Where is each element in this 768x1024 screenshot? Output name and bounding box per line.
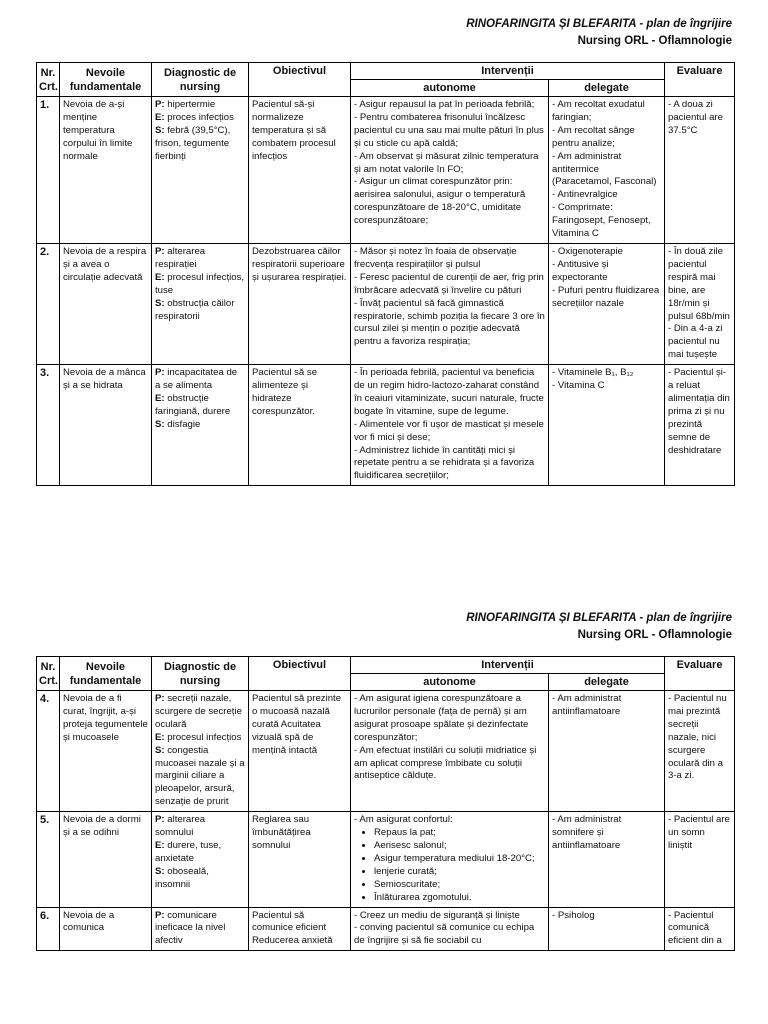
diagnostic-label: S:	[155, 124, 165, 136]
document-subtitle: Nursing ORL - Oflamnologie	[577, 629, 732, 641]
diagnostic-label: S:	[155, 418, 165, 430]
evaluation-cell: - Pacientul are un somn liniștit	[665, 812, 735, 907]
delegated-item: - Am recoltat sânge pentru analize;	[552, 124, 635, 149]
delegated-item: - Pufuri pentru fluidizarea secrețiilor nazale	[552, 284, 660, 309]
diagnostic-label: S:	[155, 744, 165, 756]
intervention-item: - Am asigurat confortul:	[354, 814, 453, 826]
autonomous-interventions-cell	[351, 97, 549, 244]
delegated-interventions-cell	[549, 97, 665, 244]
diagnostic-text: congestia mucoasei nazale și a marginii ciliare a pleoapelor, arsură, senzație de prurit	[155, 744, 245, 808]
row-number: 5.	[37, 812, 60, 907]
diagnostic-label: E:	[155, 392, 165, 404]
diagnostic-text: procesul infecțios	[164, 731, 242, 743]
document-title: RINOFARINGITA ȘI BLEFARITA - plan de îngrijire	[466, 612, 732, 624]
intervention-item: - Am observat și măsurat zilnic temperatura și am notat valorile în FO;	[354, 150, 539, 175]
intervention-item: - Administrez lichide în cantități mici și repetate pentru a se rehidrata și a favoriza fluidificarea secrețiilor;	[354, 444, 535, 482]
intervention-item: - Pentru combaterea frisonului încălzesc pacientul cu una sau mai multe pături în plus și cu sticle cu apă caldă;	[354, 111, 544, 149]
diagnostic-label: P:	[155, 814, 165, 826]
intervention-item: - Creez un mediu de siguranță și liniște	[354, 909, 520, 921]
col-header-nevoi: Nevoile fundamentale	[60, 657, 152, 691]
care-plan-table-1	[36, 62, 735, 486]
autonomous-interventions-cell	[351, 907, 549, 951]
col-header-obiectiv: Obiectivul	[249, 63, 351, 97]
intervention-bullet: • Aerisesc salonul;	[374, 840, 545, 853]
delegated-item: - Antitusive și expectorante	[552, 258, 609, 283]
diagnostic-line	[155, 367, 245, 393]
diagnostic-line	[155, 419, 245, 432]
col-header-nr: Nr. Crt.	[37, 657, 60, 691]
intervention-item: - Asigur un climat corespunzător prin: aerisirea salonului, asigur o temperatură corespunzătoare de 18-20°C, umiditate corespunzătoare;	[354, 176, 526, 227]
col-header-diagnostic: Diagnostic de nursing	[152, 63, 249, 97]
diagnostic-label: E:	[155, 731, 165, 743]
objective-cell: Reglarea sau îmbunătățirea somnului	[249, 812, 351, 907]
delegated-interventions-cell	[549, 365, 665, 486]
diagnostic-text: disfagie	[164, 418, 201, 430]
evaluation-cell: - Pacientul comunică eficient din a	[665, 907, 735, 951]
diagnostic-label: E:	[155, 111, 165, 123]
delegated-item: - Vitamina C	[552, 380, 605, 392]
delegated-item: - Am administrat antiinflamatoare	[552, 693, 622, 717]
delegated-item: - Am administrat somnifere și antiinflamatoare	[552, 814, 622, 851]
evaluation-cell: - Pacientul nu mai prezintă secreții nazale, nici scurgere oculară din a 3-a zi.	[665, 691, 735, 812]
intervention-item: - Măsor și notez în foaia de observație frecvența respirațiilor și pulsul	[354, 245, 517, 270]
col-header-obiectiv: Obiectivul	[249, 657, 351, 691]
evaluation-cell: - În două zile pacientul respiră mai bine, are 18r/min și pulsul 68b/min - Din a 4-a zi pacientul nu mai tușește	[665, 243, 735, 364]
diagnostic-text: alterarea somnului	[155, 814, 206, 839]
objective-cell: Dezobstruarea căilor respiratorii superioare și ușurarea respirației.	[249, 243, 351, 364]
diagnostic-text: durere, tuse, anxietate	[155, 839, 222, 864]
autonomous-interventions-cell	[351, 243, 549, 364]
diagnostic-line	[155, 745, 245, 810]
diagnostic-cell	[152, 812, 249, 907]
intervention-item: - Am asigurat igiena corespunzătoare a lucrurilor personale (fața de pernă) și am asigurat prosoape spălate și dezinfectate corespunzător;	[354, 693, 529, 743]
care-plan-table-2	[36, 656, 735, 951]
delegated-item: - Vitaminele B₁, B₁₂	[552, 367, 634, 379]
delegated-interventions-cell	[549, 907, 665, 951]
intervention-bullet: • Repaus la pat;	[374, 827, 545, 840]
delegated-item: - Antinevralgice	[552, 189, 618, 201]
diagnostic-text: comunicare ineficace la nivel afectiv	[155, 909, 226, 947]
col-header-nevoi: Nevoile fundamentale	[60, 63, 152, 97]
evaluation-cell: - Pacientul și-a reluat alimentația din prima zi și nu prezintă semne de deshidratare	[665, 365, 735, 486]
diagnostic-label: E:	[155, 271, 165, 283]
col-header-delegate: delegate	[549, 674, 665, 691]
delegated-interventions-cell	[549, 243, 665, 364]
diagnostic-label: P:	[155, 909, 165, 921]
col-header-interventii: Intervenții	[351, 63, 665, 80]
delegated-item: - Psiholog	[552, 909, 595, 921]
diagnostic-line	[155, 272, 245, 298]
diagnostic-label: S:	[155, 865, 165, 877]
need-cell: Nevoia de a respira și a avea o circulație adecvată	[60, 243, 152, 364]
diagnostic-text: alterarea respirației	[155, 245, 206, 270]
table-row	[37, 907, 735, 951]
diagnostic-cell	[152, 97, 249, 244]
need-cell: Nevoia de a mânca și a se hidrata	[60, 365, 152, 486]
objective-cell: Pacientul să-și normalizeze temperatura și să combatem procesul infecțios	[249, 97, 351, 244]
diagnostic-text: febră (39,5°C), frison, tegumente fierbinți	[155, 124, 231, 162]
diagnostic-text: proces infecțios	[164, 111, 234, 123]
intervention-item: - Asigur repausul la pat în perioada febrilă;	[354, 99, 535, 110]
col-header-delegate: delegate	[549, 80, 665, 97]
col-header-autonome: autonome	[351, 80, 549, 97]
intervention-item: - Am efectuat instilări cu soluții midriatice și am aplicat comprese îmbibate cu soluții antiseptice călduțe.	[354, 744, 537, 782]
col-header-evaluare: Evaluare	[665, 63, 735, 97]
diagnostic-text: oboseală, insomnii	[155, 865, 209, 890]
diagnostic-line	[155, 840, 245, 866]
document-subtitle: Nursing ORL - Oflamnologie	[577, 35, 732, 47]
autonomous-interventions-cell	[351, 365, 549, 486]
objective-cell: Pacientul să prezinte o mucoasă nazală curată Acuitatea vizuală spă de mențină intactă	[249, 691, 351, 812]
diagnostic-text: obstrucție faringiană, durere	[155, 392, 231, 417]
intervention-bullet: • Înlăturarea zgomotului.	[374, 892, 545, 905]
diagnostic-label: P:	[155, 99, 165, 110]
intervention-bullet: • Asigur temperatura mediului 18-20°C;	[374, 853, 545, 866]
diagnostic-line	[155, 693, 245, 732]
autonomous-interventions-cell	[351, 691, 549, 812]
diagnostic-cell	[152, 691, 249, 812]
need-cell: Nevoia de a comunica	[60, 907, 152, 951]
col-header-autonome: autonome	[351, 674, 549, 691]
row-number: 4.	[37, 691, 60, 812]
objective-cell: Pacientul să se alimenteze și hidrateze corespunzător.	[249, 365, 351, 486]
need-cell: Nevoia de a dormi și a se odihni	[60, 812, 152, 907]
delegated-item: - Am administrat antitermice (Paracetamol, Fasconal)	[552, 150, 657, 188]
col-header-nr: Nr. Crt.	[37, 63, 60, 97]
row-number: 3.	[37, 365, 60, 486]
delegated-item: - Oxigenoterapie	[552, 245, 623, 257]
diagnostic-line	[155, 814, 245, 840]
diagnostic-cell	[152, 365, 249, 486]
table-row	[37, 365, 735, 486]
diagnostic-cell	[152, 907, 249, 951]
diagnostic-line	[155, 910, 245, 949]
col-header-diagnostic: Diagnostic de nursing	[152, 657, 249, 691]
diagnostic-line	[155, 99, 245, 112]
diagnostic-text: hipertermie	[164, 99, 216, 110]
table-row	[37, 812, 735, 907]
diagnostic-text: obstrucția căilor respiratorii	[155, 297, 235, 322]
diagnostic-label: P:	[155, 245, 165, 257]
page-header	[466, 16, 732, 50]
diagnostic-line	[155, 125, 245, 164]
delegated-item: - Am recoltat exudatul faringian;	[552, 99, 645, 123]
intervention-item: - Învăț pacientul să facă gimnastică respiratorie, schimb poziția la fiecare 3 ore în cursul zilei și mențin o poziție adecvată pentru a favoriza respirația;	[354, 297, 545, 348]
evaluation-cell: - A doua zi pacientul are 37.5°C	[665, 97, 735, 244]
document-title: RINOFARINGITA ȘI BLEFARITA - plan de îngrijire	[466, 18, 732, 30]
intervention-item: - Alimentele vor fi ușor de masticat și mesele vor fi mici și dese;	[354, 418, 544, 443]
col-header-evaluare: Evaluare	[665, 657, 735, 691]
intervention-bullet-list	[354, 827, 545, 904]
delegated-item: - Comprimate: Faringosept, Fenosept, Vitamina C	[552, 202, 651, 240]
intervention-item: - conving pacientul să comunice cu echipa de îngrijire și să fie sociabil cu	[354, 922, 535, 947]
intervention-item: - Feresc pacientul de curenții de aer, frig prin îmbrăcare adecvată și învelire cu pături	[354, 271, 544, 296]
diagnostic-text: incapacitatea de a se alimenta	[155, 367, 238, 392]
intervention-bullet: • lenjerie curată;	[374, 866, 545, 879]
autonomous-interventions-cell	[351, 812, 549, 907]
row-number: 1.	[37, 97, 60, 244]
intervention-bullet: • Semioscuritate;	[374, 879, 545, 892]
need-cell: Nevoia de a fi curat, îngrijit, a-și proteja tegumentele și mucoasele	[60, 691, 152, 812]
diagnostic-line	[155, 112, 245, 125]
diagnostic-line	[155, 298, 245, 324]
intervention-item: - În perioada febrilă, pacientul va beneficia de un regim hidro-lactozo-zaharat constând în ceaiuri vitaminizate, sucuri naturale, fructe bogate în vitamine, supe de legume.	[354, 367, 544, 417]
delegated-interventions-cell	[549, 691, 665, 812]
diagnostic-label: P:	[155, 367, 165, 379]
diagnostic-cell	[152, 243, 249, 364]
objective-cell: Pacientul să comunice eficient Reducerea anxietă	[249, 907, 351, 951]
need-cell: Nevoia de a-și menține temperatura corpului în limite normale	[60, 97, 152, 244]
diagnostic-line	[155, 732, 245, 745]
diagnostic-line	[155, 866, 245, 892]
diagnostic-text: procesul infecțios, tuse	[155, 271, 245, 296]
diagnostic-line	[155, 393, 245, 419]
table-row	[37, 97, 735, 244]
page-header	[466, 610, 732, 644]
diagnostic-text: secreții nazale, scurgere de secreție oculară	[155, 693, 242, 730]
diagnostic-label: P:	[155, 693, 165, 704]
diagnostic-line	[155, 246, 245, 272]
delegated-interventions-cell	[549, 812, 665, 907]
table-row	[37, 691, 735, 812]
table-row	[37, 243, 735, 364]
diagnostic-label: S:	[155, 297, 165, 309]
row-number: 6.	[37, 907, 60, 951]
row-number: 2.	[37, 243, 60, 364]
col-header-interventii: Intervenții	[351, 657, 665, 674]
diagnostic-label: E:	[155, 839, 165, 851]
